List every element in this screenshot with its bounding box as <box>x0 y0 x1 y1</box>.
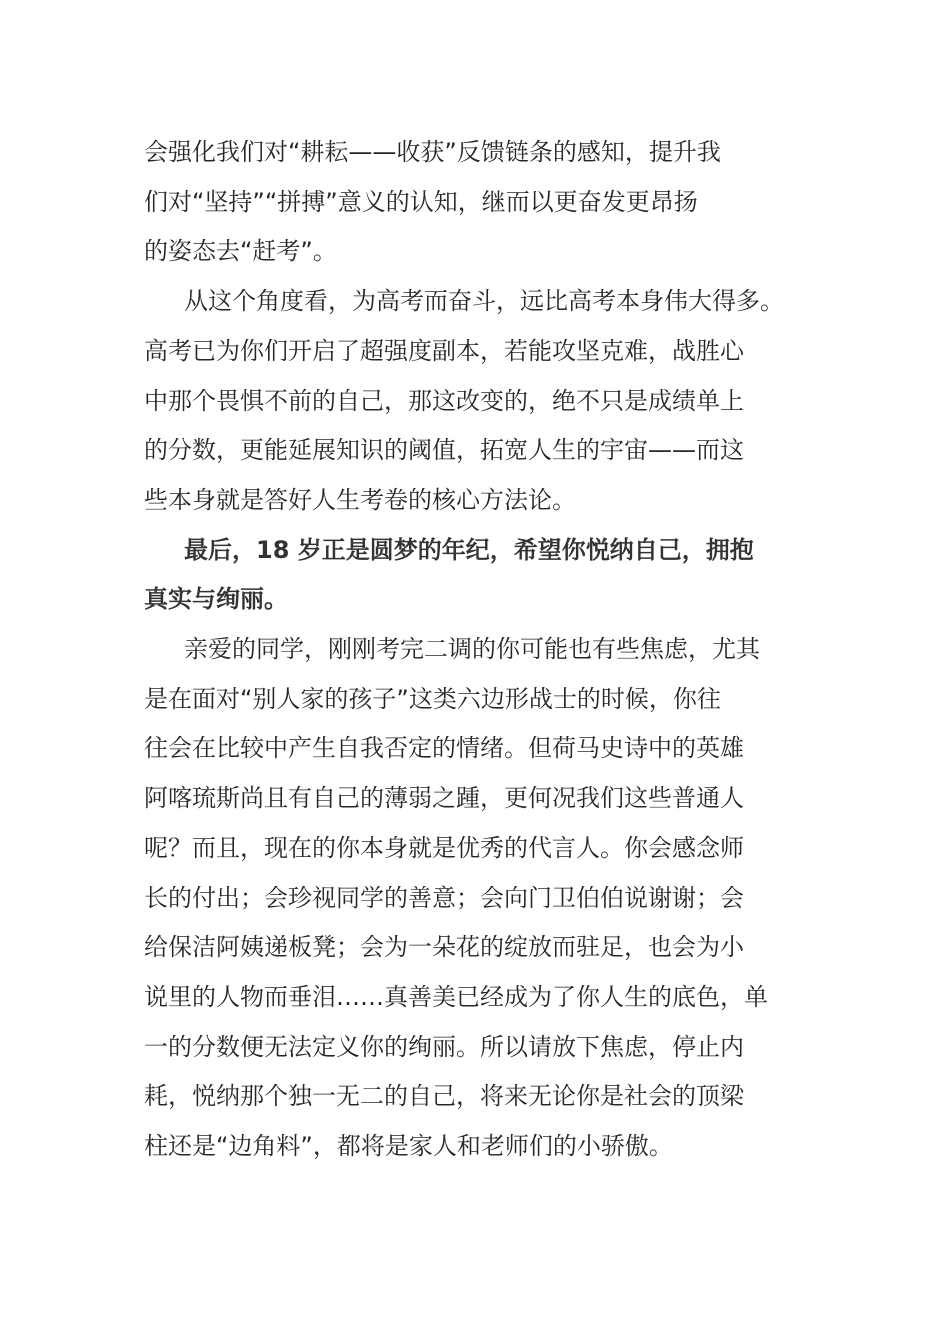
text-line: 阿喀琉斯尚且有自己的薄弱之踵，更何况我们这些普通人 <box>144 784 744 813</box>
text-line: 中那个畏惧不前的自己，那这改变的，绝不只是成绩单上 <box>144 386 744 415</box>
text-line: 真实与绚丽。 <box>144 585 288 614</box>
text-line: 会强化我们对“耕耘——收获”反馈链条的感知，提升我 <box>144 138 721 166</box>
text-line: 亲爱的同学，刚刚考完二调的你可能也有些焦虑，尤其 <box>184 635 760 664</box>
text-line: 是在面对“别人家的孩子”这类六边形战士的时候，你往 <box>144 684 721 713</box>
paragraph-1 <box>144 128 810 277</box>
text-line: 们对“坚持”“拼搏”意义的认知，继而以更奋发更昂扬 <box>144 187 698 216</box>
text-line: 些本身就是答好人生考卷的核心方法论。 <box>144 485 576 514</box>
paragraph-4 <box>144 625 810 1172</box>
text-line: 耗，悦纳那个独一无二的自己，将来无论你是社会的顶梁 <box>144 1082 744 1111</box>
text-line: 呢？而且，现在的你本身就是优秀的代言人。你会感念师 <box>144 833 744 862</box>
text-line: 的姿态去“赶考”。 <box>144 237 337 266</box>
document-page <box>144 128 810 1172</box>
text-line: 一的分数便无法定义你的绚丽。所以请放下焦虑，停止内 <box>144 1032 744 1061</box>
text-line: 给保洁阿姨递板凳；会为一朵花的绽放而驻足，也会为小 <box>144 933 744 962</box>
text-line: 说里的人物而垂泪……真善美已经成为了你人生的底色，单 <box>144 982 768 1011</box>
text-line: 长的付出；会珍视同学的善意；会向门卫伯伯说谢谢；会 <box>144 883 744 912</box>
text-line: 柱还是“边角料”，都将是家人和老师们的小骄傲。 <box>144 1132 673 1161</box>
text-line: 从这个角度看，为高考而奋斗，远比高考本身伟大得多。 <box>184 287 784 316</box>
text-line: 的分数，更能延展知识的阈值，拓宽人生的宇宙——而这 <box>144 436 744 465</box>
paragraph-3-bold-heading <box>144 526 810 625</box>
paragraph-2 <box>144 277 810 526</box>
text-line: 高考已为你们开启了超强度副本，若能攻坚克难，战胜心 <box>144 336 744 365</box>
text-line: 最后，18 岁正是圆梦的年纪，希望你悦纳自己，拥抱 <box>184 535 754 564</box>
text-line: 往会在比较中产生自我否定的情绪。但荷马史诗中的英雄 <box>144 734 744 763</box>
